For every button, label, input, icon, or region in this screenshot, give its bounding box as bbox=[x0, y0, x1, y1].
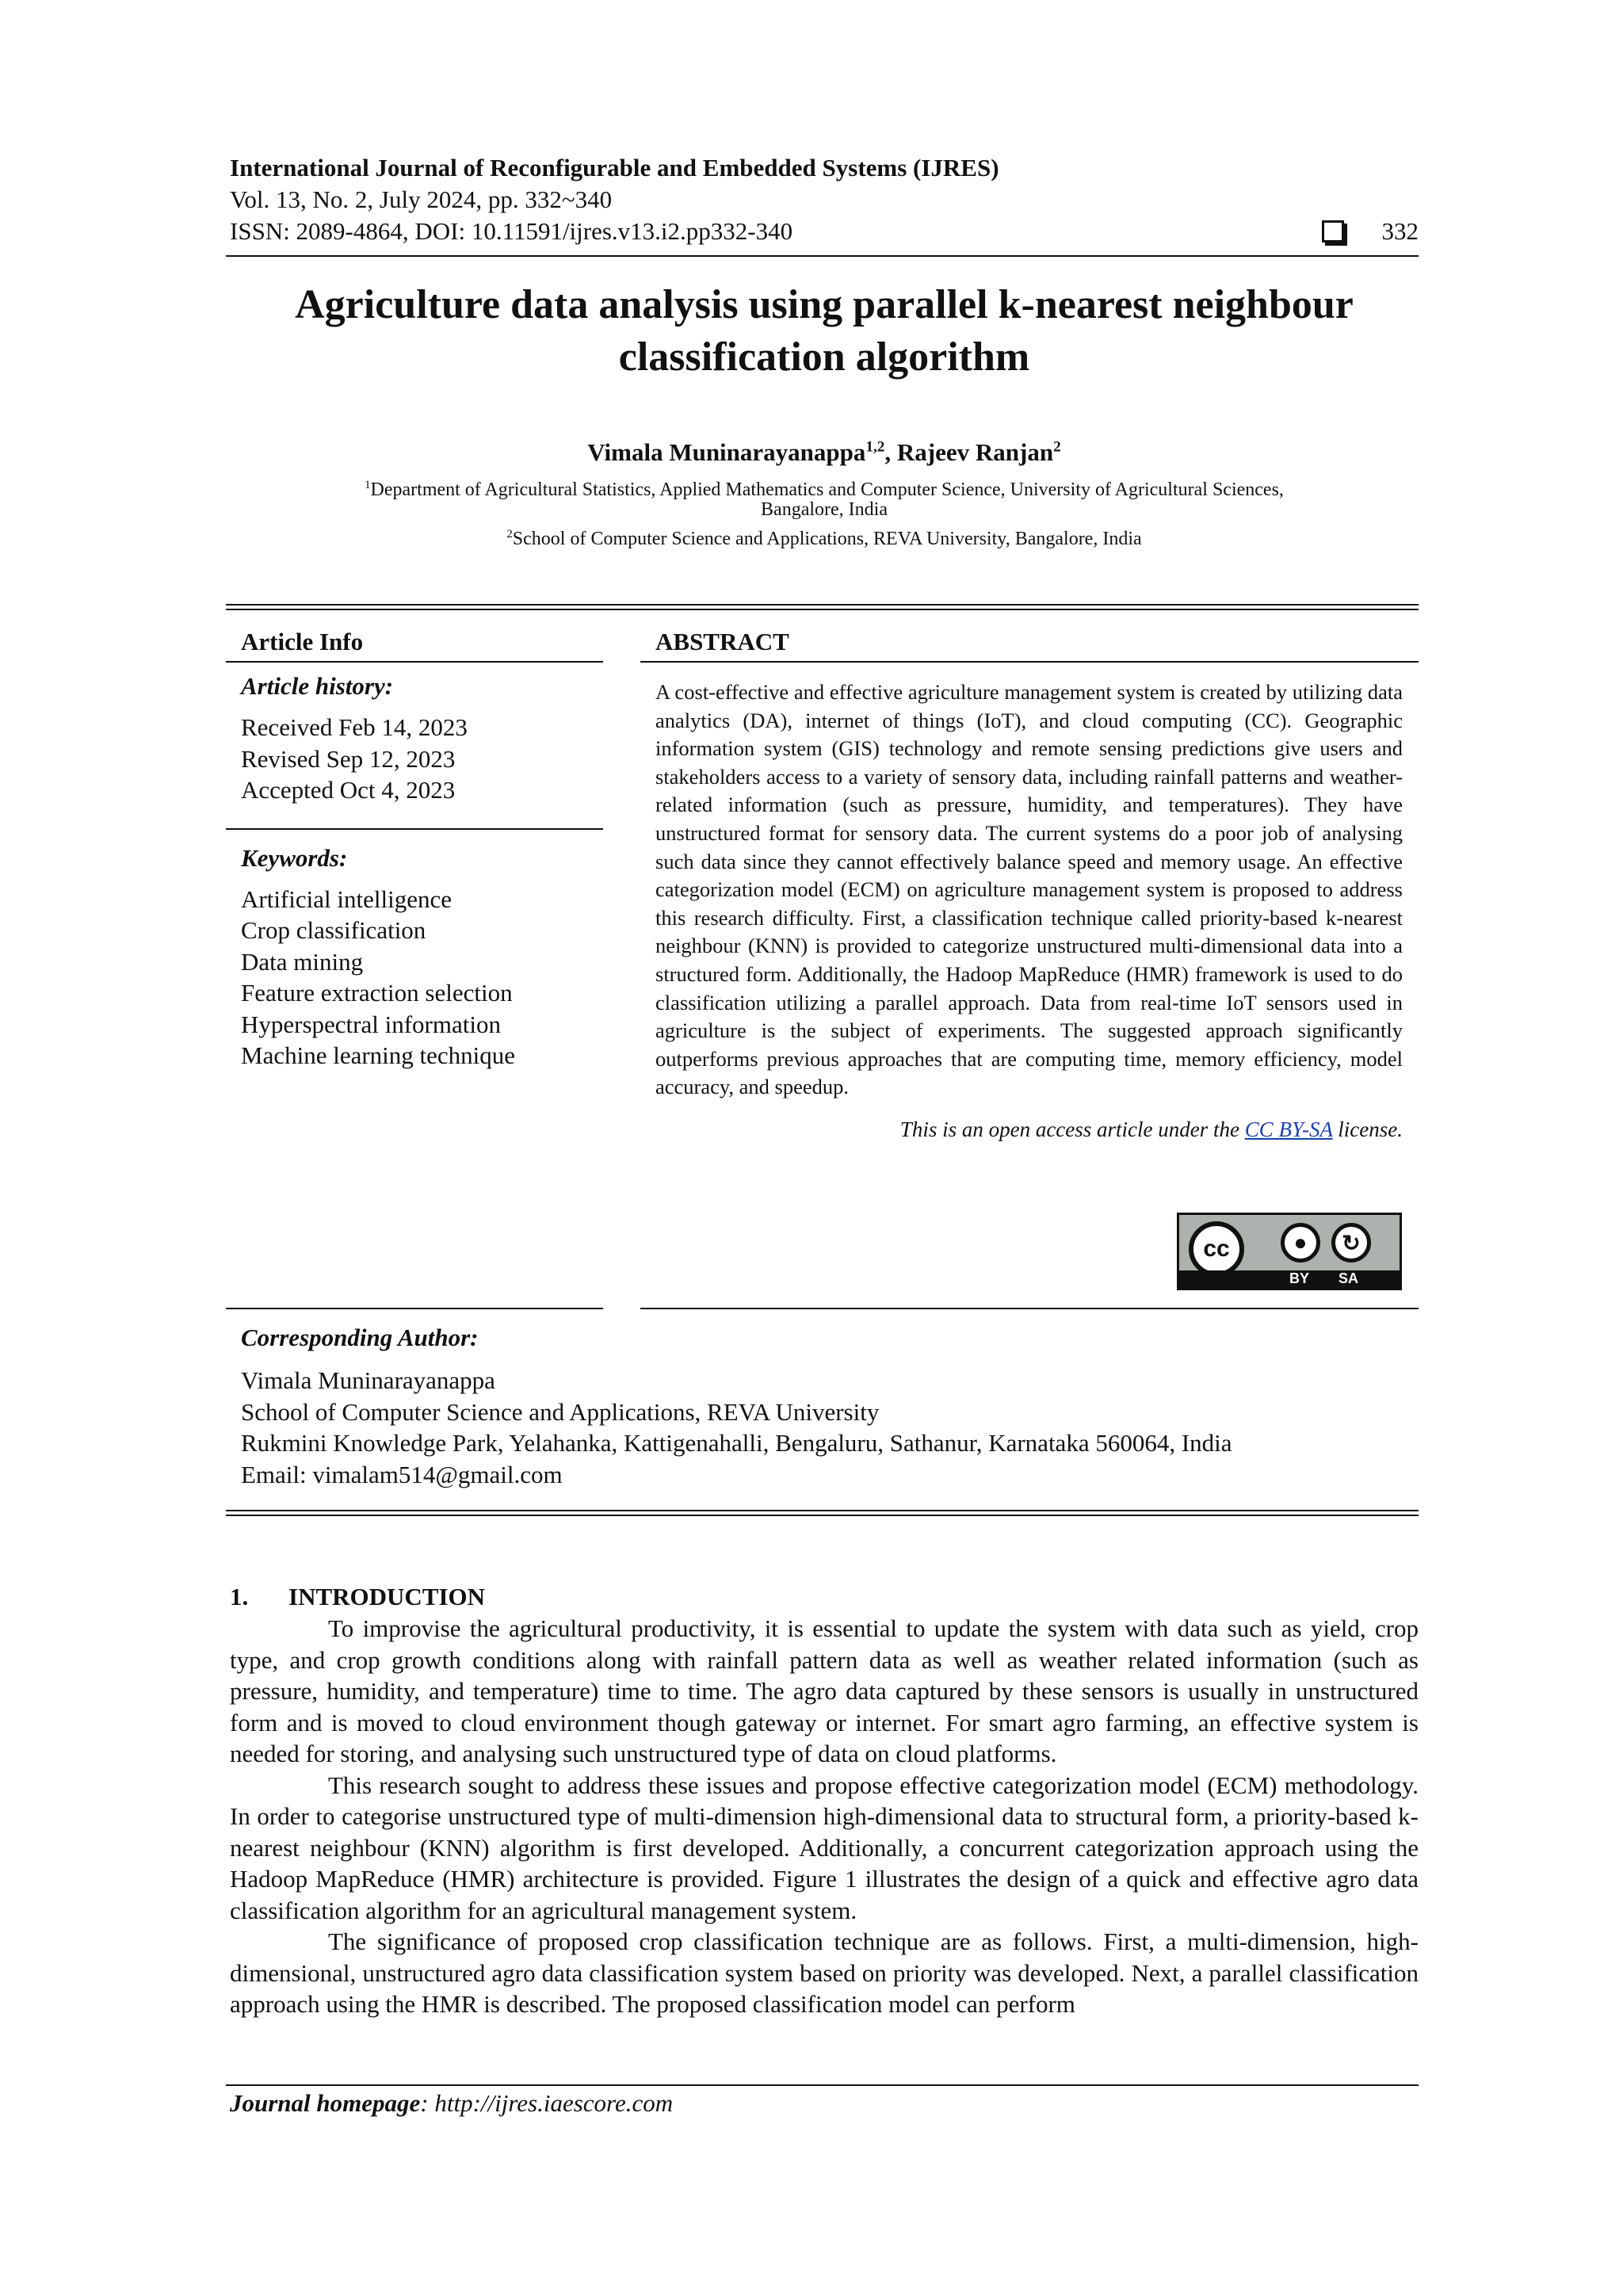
keyword-item: Machine learning technique bbox=[241, 1041, 516, 1069]
abstract-heading: ABSTRACT bbox=[655, 628, 789, 655]
affiliation-2-sup: 2 bbox=[506, 528, 513, 541]
page-number-box bbox=[1322, 216, 1419, 247]
badge-sa-label: SA bbox=[1338, 1270, 1359, 1286]
affiliation-1-line-2: Bangalore, India bbox=[761, 499, 888, 520]
corresponding-author-block bbox=[226, 1309, 1419, 1490]
author-separator: , bbox=[884, 438, 897, 466]
author-1-affil-sup: 1,2 bbox=[865, 438, 885, 456]
section-number: 1. bbox=[230, 1583, 249, 1610]
keyword-item: Feature extraction selection bbox=[241, 979, 513, 1007]
journal-volume: Vol. 13, No. 2, July 2024, pp. 332~340 bbox=[230, 185, 613, 213]
attribution-person-icon: ● bbox=[1281, 1223, 1320, 1263]
license-suffix: license. bbox=[1332, 1117, 1403, 1141]
corresponding-heading: Corresponding Author: bbox=[241, 1324, 479, 1351]
info-top-rule bbox=[226, 604, 1419, 610]
accepted-date: Accepted Oct 4, 2023 bbox=[241, 776, 456, 804]
corresponding-address: Rukmini Knowledge Park, Yelahanka, Kattigenahalli, Bengaluru, Sathanur, Karnataka 560064, India bbox=[241, 1429, 1232, 1457]
keywords-heading: Keywords: bbox=[241, 843, 348, 872]
author-list bbox=[230, 438, 1419, 467]
journal-issn: ISSN: 2089-4864, DOI: 10.11591/ijres.v13.i2.pp332-340 bbox=[230, 217, 793, 245]
affiliation-2 bbox=[230, 522, 1419, 552]
received-date: Received Feb 14, 2023 bbox=[241, 713, 468, 741]
license-notice bbox=[640, 1117, 1419, 1142]
keyword-item: Artificial intelligence bbox=[241, 884, 452, 913]
cc-by-sa-badge[interactable] bbox=[1177, 1213, 1402, 1290]
journal-header bbox=[230, 152, 1419, 247]
section-title: INTRODUCTION bbox=[288, 1583, 486, 1610]
creative-commons-icon: cc bbox=[1189, 1221, 1244, 1277]
corresponding-email[interactable]: Email: vimalam514@gmail.com bbox=[241, 1460, 563, 1488]
paper-title bbox=[230, 279, 1419, 384]
article-history bbox=[226, 712, 603, 806]
introduction-section bbox=[230, 1581, 1419, 2020]
revised-date: Revised Sep 12, 2023 bbox=[241, 744, 456, 773]
license-link[interactable]: CC BY-SA bbox=[1244, 1117, 1333, 1141]
journal-name: International Journal of Reconfigurable and Embedded Systems (IJRES) bbox=[230, 154, 999, 181]
abstract-column bbox=[640, 626, 1419, 1142]
title-line-2: classification algorithm bbox=[618, 334, 1030, 380]
intro-paragraph-1: To improvise the agricultural productivity, it is essential to update the system with data such as yield, crop type, and crop growth conditions along with rainfall pattern data as well as weather related information (such as pressure, humidity, and temperature) time to time. The agro data captured by these sensors is usually in unstructured form and is moved to cloud environment though gateway or internet. For smart agro farming, an effective system is needed for storing, and analysing such unstructured type of data on cloud platforms. bbox=[230, 1614, 1419, 1767]
author-2: Rajeev Ranjan bbox=[896, 438, 1054, 466]
author-2-affil-sup: 2 bbox=[1053, 438, 1061, 456]
share-alike-icon: ↻ bbox=[1331, 1223, 1371, 1263]
article-info-column bbox=[226, 626, 603, 1072]
affiliation-2-text: School of Computer Science and Applications, REVA University, Bangalore, India bbox=[512, 529, 1142, 549]
footer-rule bbox=[226, 2084, 1419, 2086]
journal-homepage bbox=[230, 2089, 673, 2118]
keyword-item: Crop classification bbox=[241, 916, 426, 944]
intro-paragraph-2: This research sought to address these issues and propose effective categorization model (ECM) methodology. In order to categorise unstructured type of multi-dimension high-dimensional data to structural form, a priority-based k-nearest neighbour (KNN) algorithm is first developed. Additionally, a concurrent categorization approach using the Hadoop MapReduce (HMR) architecture is provided. Figure 1 illustrates the design of a quick and effective agro data classification algorithm for an agricultural management system. bbox=[230, 1771, 1419, 1924]
affiliation-1-line-1: Department of Agricultural Statistics, Applied Mathematics and Computer Science, University of Agricultural Sciences, bbox=[370, 479, 1284, 500]
article-history-heading: Article history: bbox=[241, 672, 394, 700]
keyword-item: Hyperspectral information bbox=[241, 1010, 501, 1038]
corresponding-name: Vimala Muninarayanappa bbox=[241, 1366, 495, 1394]
author-1: Vimala Muninarayanappa bbox=[587, 438, 866, 466]
homepage-label: Journal homepage bbox=[230, 2089, 421, 2117]
article-info-rule bbox=[226, 661, 603, 663]
introduction-heading bbox=[230, 1581, 1419, 1613]
corresponding-bottom-rule bbox=[226, 1510, 1419, 1516]
badge-by-label: BY bbox=[1289, 1270, 1310, 1286]
page-number: 332 bbox=[1381, 217, 1419, 245]
header-rule bbox=[226, 255, 1419, 257]
abstract-rule bbox=[640, 661, 1419, 663]
license-prefix: This is an open access article under the bbox=[899, 1117, 1245, 1141]
corresponding-affiliation: School of Computer Science and Applications, REVA University bbox=[241, 1397, 880, 1426]
keyword-item: Data mining bbox=[241, 947, 364, 976]
keyword-list bbox=[226, 884, 603, 1072]
title-line-1: Agriculture data analysis using parallel k-nearest neighbour bbox=[295, 282, 1354, 327]
square-bullet-icon bbox=[1322, 220, 1344, 243]
abstract-text: A cost-effective and effective agriculture management system is created by utilizing data analytics (DA), internet of things (IoT), and cloud computing (CC). Geographic information system (GIS) technology and remote sensing predictions give users and stakeholders access to a variety of sensory data, including rainfall patterns and weather-related information (such as pressure, humidity, and temperatures). They have unstructured format for sensory data. The current systems do a poor job of analysing such data since they cannot effectively balance speed and memory usage. An effective categorization model (ECM) on agriculture management system is proposed to address this research difficulty. First, a classification technique called priority-based k-nearest neighbour (KNN) is provided to categorize unstructured multi-dimensional data into a structured form. Additionally, the Hadoop MapReduce (HMR) framework is used to do classification utilizing a parallel approach. Data from real-time IoT sensors used in agriculture is the subject of experiments. The suggested approach significantly outperforms previous approaches that are computing time, memory efficiency, model accuracy, and speedup. bbox=[655, 680, 1403, 1099]
affiliation-1-sup: 1 bbox=[365, 479, 371, 491]
history-rule bbox=[226, 828, 603, 830]
intro-paragraph-3: The significance of proposed crop classification technique are as follows. First, a multi-dimension, high-dimensional, unstructured agro data classification system based on priority was developed. Next, a parallel classification approach using the HMR is described. The proposed classification model can perform bbox=[230, 1927, 1419, 2018]
article-info-heading: Article Info bbox=[241, 628, 364, 655]
homepage-url[interactable]: : http://ijres.iaescore.com bbox=[420, 2089, 674, 2117]
corresponding-details bbox=[226, 1365, 1419, 1490]
